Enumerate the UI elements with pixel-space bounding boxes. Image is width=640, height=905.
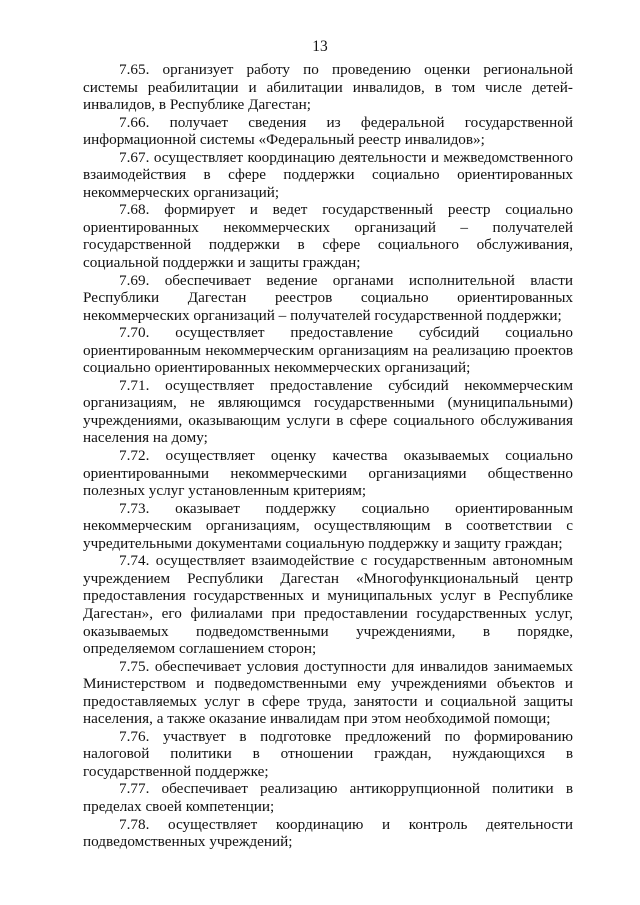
item-7-72: 7.72. осуществляет оценку качества оказываемых социально ориентированными некоммерческими организациями общественно полезных услуг установленным критериям; — [83, 447, 573, 500]
item-7-66: 7.66. получает сведения из федеральной государственной информационной системы «Федеральный реестр инвалидов»; — [83, 113, 573, 149]
item-7-73: 7.73. оказывает поддержку социально ориентированным некоммерческим организациям, осуществляющим в соответствии с учредительными документами социальную поддержку и защиту граждан; — [83, 499, 573, 552]
item-7-70: 7.70. осуществляет предоставление субсидий социально ориентированным некоммерческим организациям на реализацию проектов социально ориентированных некоммерческих организаций; — [83, 324, 573, 377]
page-number: 13 — [312, 38, 328, 55]
item-7-65: 7.65. организует работу по проведению оценки региональной системы реабилитации и абилитации инвалидов, в том числе детей-инвалидов, в Республике Дагестан; — [83, 61, 573, 114]
document-body — [83, 61, 573, 851]
item-7-68: 7.68. формирует и ведет государственный реестр социально ориентированных некоммерческих организаций – получателей государственной поддержки в сфере социального обслуживания, социальной поддержки и защиты граждан; — [83, 201, 573, 272]
item-7-67: 7.67. осуществляет координацию деятельности и межведомственного взаимодействия в сфере поддержки социально ориентированных некоммерческих организаций; — [83, 148, 573, 201]
item-7-69: 7.69. обеспечивает ведение органами исполнительной власти Республики Дагестан реестров социально ориентированных некоммерческих организаций – получателей государственной поддержки; — [83, 271, 573, 324]
item-7-74: 7.74. осуществляет взаимодействие с государственным автономным учреждением Республики Дагестан «Многофункциональный центр предоставления государственных и муниципальных услуг в Республике Дагестан», его филиалами при предоставлении государственных услуг, оказываемых подведомственными учреждениями, в порядке, определяемом соглашением сторон; — [83, 552, 573, 658]
item-7-76: 7.76. участвует в подготовке предложений по формированию налоговой политики в отношении граждан, нуждающихся в государственной поддержке; — [83, 727, 573, 780]
item-7-77: 7.77. обеспечивает реализацию антикоррупционной политики в пределах своей компетенции; — [83, 780, 573, 815]
item-7-71: 7.71. осуществляет предоставление субсидий некоммерческим организациям, не являющимся государственными (муниципальными) учреждениями, оказывающим услуги в сфере социального обслуживания населения на дому; — [83, 376, 573, 447]
item-7-75: 7.75. обеспечивает условия доступности для инвалидов занимаемых Министерством и подведомственными ему учреждениями объектов и предоставляемых услуг в сфере труда, занятости и социальной защиты населения, а также оказание инвалидам при этом необходимой помощи; — [83, 657, 573, 728]
item-7-78: 7.78. осуществляет координацию и контроль деятельности подведомственных учреждений; — [83, 815, 573, 851]
